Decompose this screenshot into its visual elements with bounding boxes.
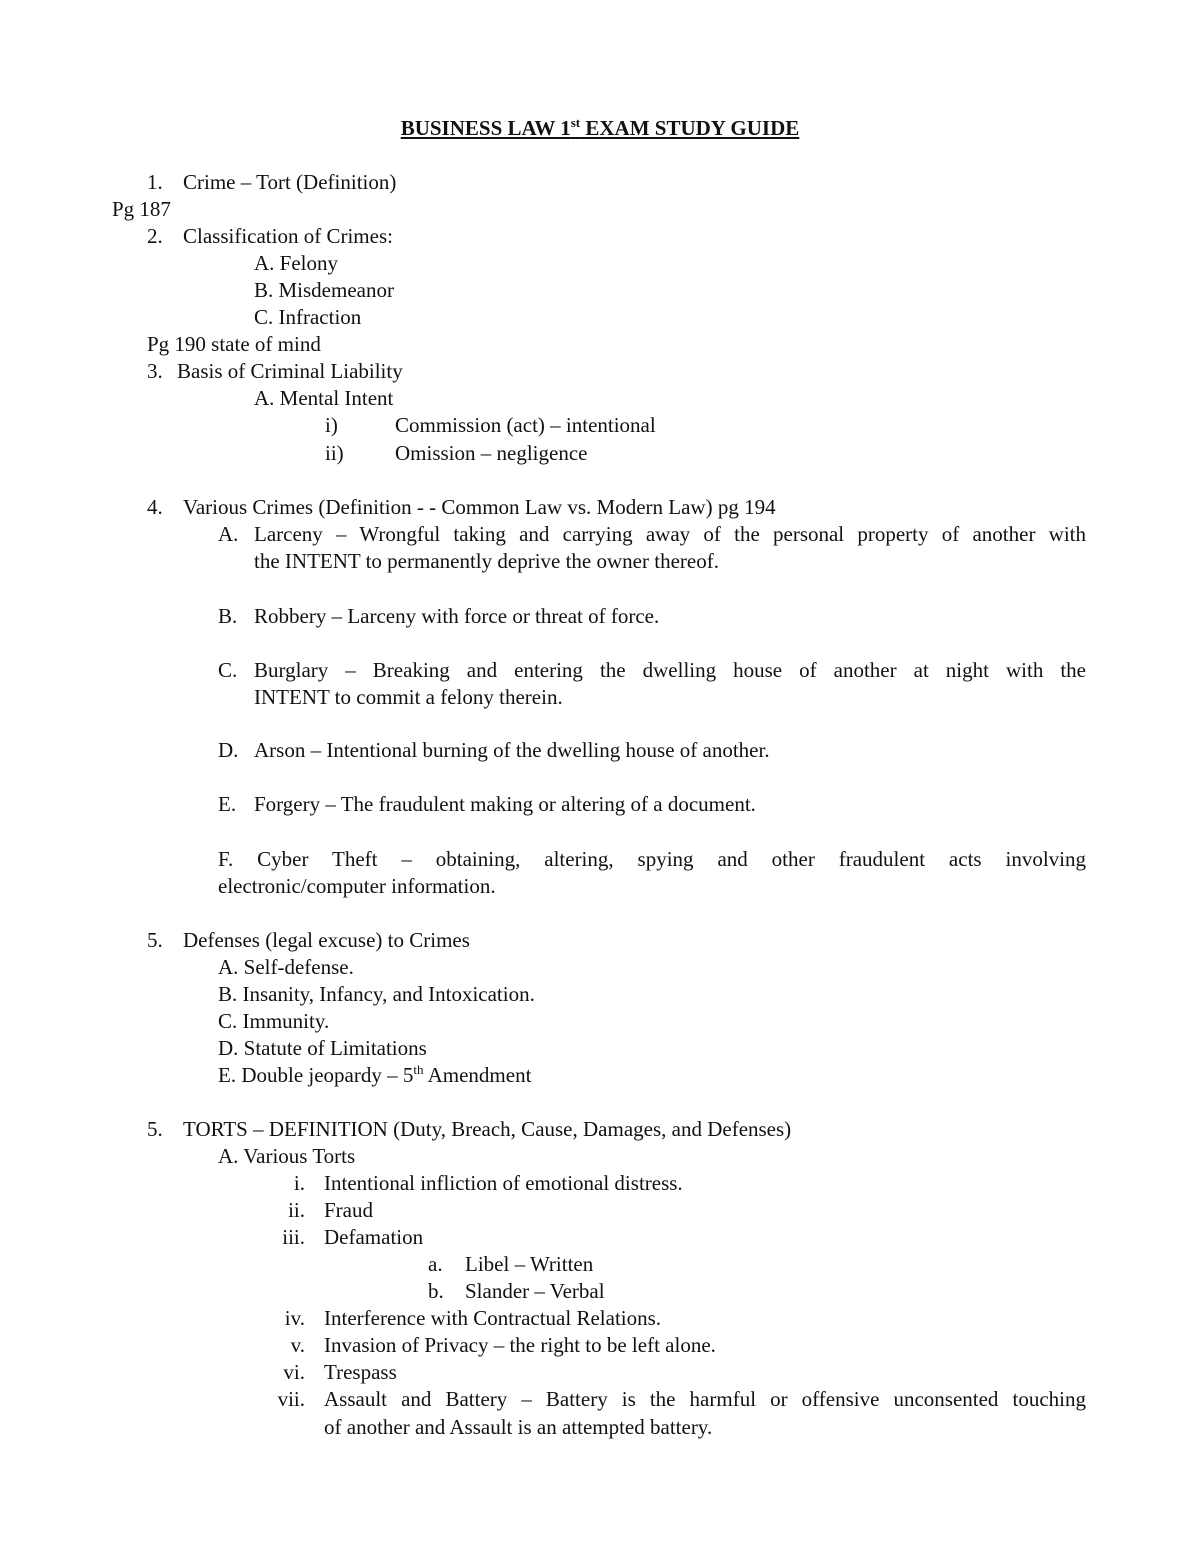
list-item: Invasion of Privacy – the right to be left alone. — [324, 1333, 716, 1357]
list-item: Omission – negligence — [395, 441, 588, 465]
list-letter: B. — [218, 604, 238, 628]
list-item: A. Self-defense. — [218, 955, 354, 979]
list-letter: a. — [428, 1252, 443, 1276]
roman-numeral: iii. — [282, 1225, 305, 1249]
definition-text: INTENT to commit a felony therein. — [254, 685, 563, 709]
definition-text: Forgery – The fraudulent making or altering of a document. — [254, 792, 756, 816]
list-item: A. Various Torts — [218, 1144, 356, 1168]
sub-number: ii) — [325, 441, 344, 465]
definition-text: Larceny – Wrongful taking and carrying away of the personal property of another with — [254, 522, 1086, 546]
list-letter: C. — [218, 658, 238, 682]
list-item: Defamation — [324, 1225, 424, 1249]
item-number: 1. — [147, 170, 163, 194]
list-letter: b. — [428, 1279, 444, 1303]
list-item: E. Double jeopardy – 5th Amendment — [218, 1062, 532, 1087]
roman-numeral: vi. — [283, 1360, 305, 1384]
list-item: Interference with Contractual Relations. — [324, 1306, 662, 1330]
roman-numeral: vii. — [277, 1387, 305, 1411]
list-item: Commission (act) – intentional — [395, 413, 656, 437]
list-item: of another and Assault is an attempted battery. — [324, 1415, 713, 1439]
item-text: TORTS – DEFINITION (Duty, Breach, Cause, Damages, and Defenses) — [183, 1117, 792, 1141]
definition-text: Robbery – Larceny with force or threat of force. — [254, 604, 660, 628]
item-text: Classification of Crimes: — [183, 224, 393, 248]
item-number: 3. — [147, 359, 163, 383]
list-item: B. Misdemeanor — [254, 278, 394, 302]
item-text: Defenses (legal excuse) to Crimes — [183, 928, 470, 952]
list-item: Libel – Written — [465, 1252, 594, 1276]
roman-numeral: i. — [293, 1171, 305, 1195]
page-title: BUSINESS LAW 1st EXAM STUDY GUIDE — [400, 115, 800, 140]
item-number: 5. — [147, 1117, 163, 1141]
definition-text: Arson – Intentional burning of the dwelling house of another. — [254, 738, 770, 762]
list-letter: E. — [218, 792, 237, 816]
definition-text: Burglary – Breaking and entering the dwelling house of another at night with the — [254, 658, 1086, 682]
page-note: Pg 190 state of mind — [147, 332, 321, 356]
item-text: Crime – Tort (Definition) — [183, 170, 397, 194]
item-text: Various Crimes (Definition - - Common Law vs. Modern Law) pg 194 — [183, 495, 776, 519]
definition-text: electronic/computer information. — [218, 874, 496, 898]
definition-text: the INTENT to permanently deprive the owner thereof. — [254, 549, 719, 573]
page-note: Pg 187 — [112, 197, 171, 221]
item-number: 5. — [147, 928, 163, 952]
list-letter: D. — [218, 738, 239, 762]
item-number: 2. — [147, 224, 163, 248]
sub-number: i) — [325, 413, 338, 437]
item-text: Basis of Criminal Liability — [177, 359, 403, 383]
roman-numeral: iv. — [284, 1306, 305, 1330]
list-item: A. Mental Intent — [254, 386, 394, 410]
item-number: 4. — [147, 495, 163, 519]
list-item: Slander – Verbal — [465, 1279, 605, 1303]
list-item: Assault and Battery – Battery is the harmful or offensive unconsented touching — [324, 1387, 1086, 1411]
roman-numeral: ii. — [288, 1198, 305, 1222]
list-letter: A. — [218, 522, 239, 546]
roman-numeral: v. — [290, 1333, 305, 1357]
list-item: Fraud — [324, 1198, 373, 1222]
list-item: D. Statute of Limitations — [218, 1036, 427, 1060]
definition-text: F. Cyber Theft – obtaining, altering, spying and other fraudulent acts involving — [218, 847, 1086, 871]
list-item: Trespass — [324, 1360, 397, 1384]
list-item: A. Felony — [254, 251, 338, 275]
list-item: B. Insanity, Infancy, and Intoxication. — [218, 982, 535, 1006]
list-item: C. Immunity. — [218, 1009, 330, 1033]
list-item: C. Infraction — [254, 305, 362, 329]
list-item: Intentional infliction of emotional distress. — [324, 1171, 683, 1195]
